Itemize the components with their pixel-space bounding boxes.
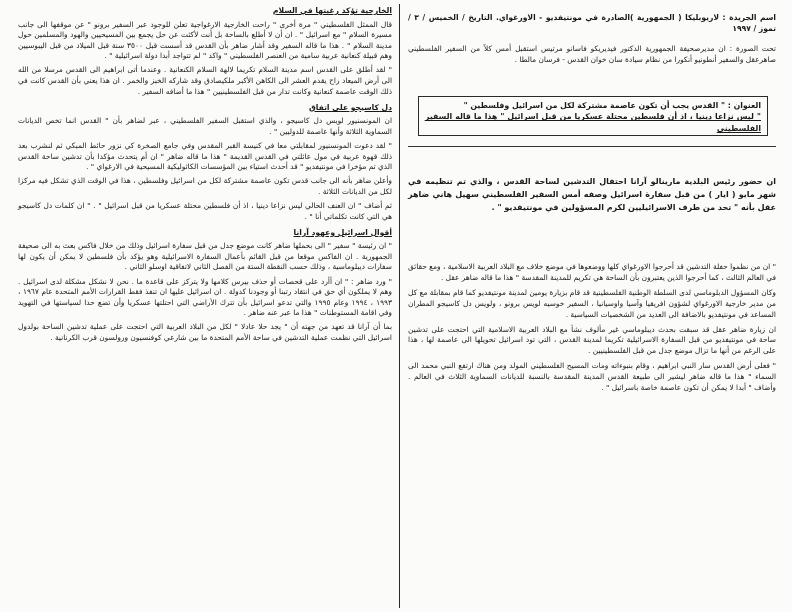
publication-meta: اسم الجريدة : لاريوبليكا ( الجمهورية )الصادرة في مونتيفديو - الاورغواي. التاريخ / الخميس / ٣ / تموز / ١٩٩٧ [408,13,776,33]
body-paragraph: وكان المسؤول الدبلوماسي لدى السلطة الوطنية الفلسطينية قد قام بزيارة يومين لمدينة مونتيفديو كما قام بمقابلة مع كل من مدير خارجية الاورغواي لشؤون افريقيا وآسيا واوسيانيا ، السفير خوسيه لويس برونو ، ولويس دل كاسيجو المطران المساعد في مونتيفديو بالاضافة الى العديد من الشخصيات السياسية . [408,287,776,319]
left-body [18,4,392,347]
lead-paragraph: ان حضور رئيس البلدية مارينالو آرانا احتفال التدشين لساحة القدس ، والذي تم تنظيمه في شهر مايو ( ايار ) من قبل سفارة اسرائيل وصفه أمس السفير الفلسطيني سهيل هاني ضاهر عقل بأنه " تحد من طرف الاسرائيليين لكرم المسؤولين في مونتيفديو " . [408,177,776,212]
body-paragraph: ثم أضاف " ان العنف الحالي ليس نزاعا دينيا ، اذ أن فلسطين محتلة عسكريا من قبل اسرائيل " . " ان كلمات دل كاسيجو هي التي كانت تكلماتي أنا " . [18,201,392,221]
right-column [408,0,776,612]
body-paragraph: بما أن آرانا قد تعهد من جهته أن " يجد حلا عادلا " لكل من البلاد العربية التي احتجت على عملية تدشين الساحة بولدول اسرائيل التي نظمت عملية التدشين في ساحة الأمم المتحدة ما بين شارعي كوفنسيون ورولسون قرب الكرنانية . [18,322,392,343]
body-paragraph: " ان من نظموا حفلة التدشين قد أحرجوا الاورغواي كلها ووضعوها في موضع خلاف مع البلاد العربية الاسلامية ، ومع حقائق في العالم الثالث ، كما أحرجوا الذين يعتبرون بأن الساحة هي تكريم للمدينة المقدسة " هذا ما قاله ضاهر عقل . [408,262,776,282]
photo-credit: تحت الصورة : ان مديرصحيفة الجمهورية الدكتور فيديريكو فاسانو مرتيس استقبل أمس كلاً من السفير الفلسطيني صاهرعقل والسفير أنطونيو أنكورا من نظام سيادة سان خوان القدس - فرسان مالطا . [408,44,776,64]
headline-line-1: العنوان : " القدس يجب أن تكون عاصمة مشتركة لكل من اسرائيل وفلسطين " [463,101,761,110]
section-rule [408,146,776,147]
right-body [408,262,776,398]
body-paragraph: " فعلى أرض القدس سار النبي ابراهيم ، وقام بنبوءاته ومات المسيح الفلسطيني المولد ومن هناك ارتفع النبي محمد الى السماء " هذا ما قاله ضاهر ليشير الى طبيعة القدس المدينة المقدسة بالنسبة للديانات السماوية الثلاث في العالم . وأضاف " أبدا لا يمكن أن تكون عاصمة خاصة باسرائيل " . [408,361,776,393]
column-divider [399,4,400,608]
headline-box [418,96,768,136]
body-paragraph: " لقد أطلق على القدس اسم مدينة السلام تكريما لالهة السلام الكنعانية . وعندما أتى ابراهيم الى القدس مرسلا من الله الى أرض الميعاد راح يقدم العشر الى الكاهن الأكبر ملكيصادق وقد شاركه الخبز والخمر . ان هذا يعني بأن القدس كانت في ذلك الوقت عاصمة كنعانية وكانت تدار من قبل الفلسطينيين " هذا ما أضافه السفير . [18,65,392,96]
body-paragraph: ان المونسنيور لويس دل كاسيجو ، والذي استقبل السفير الفلسطيني ، عبر لضاهر بأن " القدس انما تخص الديانات السماوية الثلاثة وأنها عاصمة للدوليين " . [18,116,392,136]
body-paragraph: ان زيارة ضاهر عقل قد سبقت بحدث ديبلوماسي غير مألوف نشأ مع البلاد العربية الاسلامية التي احتجت على تدشين ساحة في مونتيفديو من قبل السفارة الاسرائيلية تكريما لمدينة القدس ، التي تود اسرائيل تحويلها الى عاصمة لها ، هذا على الرغم من أنها ما تزال موضع جدل من قبل الفلسطينيين . [408,324,776,356]
body-paragraph: " ورد ضاهر : " ان أأرد على قحصات أو حذف بيرس كلامها ولا يتركز على قاعدة ما . نحن لا نشكل مشكلة لدى اسرائيل . وهم لا يملكون أي حق في انتقاد رتبنا أو وجودنا كدولة . ان اسرائيل عليها ان تنفذ فقط القرارات الأمم المتحدة عام ١٩٦٧ ، ١٩٩٣ ، ١٩٩٤ وعام ١٩٩٥ والتي تدعو اسرائيل بأن تترك الأراضي التي احتلتها عسكريا وأن تضع حدا لسياستها في التهويد وفي اقامة المستوطنات " هذا ما عبر عنه ضاهر . [18,276,392,318]
body-paragraph: " لقد دعوت المونسنيور لمقابلتي معا في كنيسة القبر المقدس وفي جامع الصخرة كي نزور حائط المبكي ثم لنشرب بعد ذلك قهوة عربية في مول عائلتي في القدس القديمة " هذا ما قاله ضاهر " ان أم يتحدث مؤكدا بأن تدشين ساحة القدس الذي تم مؤخرا في مونتيفديو " قد أحدث استياء بين المؤسسات الكاثوليكية المسيحية في الارغواي " . [18,141,392,172]
subheading-del-castillo: دل كاسيجو على اتفاق [308,102,392,112]
body-paragraph: وأعلن ضاهر بأنه الى جانب قدس تكون عاصمة مشتركة لكل من اسرائيل وفلسطين ، هذا في الوقت الذي تشكل فيه مركزا لكل من الديانات الثلاثة . [18,176,392,196]
subheading-israel-arana: أقوال اسرائيل وعهود آرانا [293,227,392,237]
left-column [18,0,392,612]
body-paragraph: قال الممثل الفلسطيني " مرة أخرى " راحت الخارجية الارغواجية تعلن للوجود عبر السفير برونو " عن موقفها الى جانب مسيرة السلام " مع اسرائيل " . ان أن لا أطلع بالساحة بل أنت لأكثت عن حل يجمع بين المسيحيين والهود والمسلمين حول مدينة السلام " . هذا ما قاله السفير وقد أشار ضاهر بأن القدس قد أسست قبل ٣٥٠٠ سنة قبل الميلاد من قبل اليبوسيين وهم قبيلة كنعانية عربية سامية من العنصر الفلسطيني " واكد " لم تتواجد أبدا دولة اسرائيلية " . [18,19,392,61]
headline-line-2: " ليس نزاعا دينيا ، اذ أن فلسطين محتلة عسكريا من قبل اسرائيل " هذا ما قاله السفير الفلسطيني [425,112,761,133]
subheading-foreign-ministry: الخارجية تؤكد رغبتها في السلام [272,6,392,15]
body-paragraph: " ان رئيسة " سفير " الى بحملها ضاهر كانت موضع جدل من قبل سفارة اسرائيل وذلك من خلال فاكس بعث به الى صحيفة الجمهورية . ان الفاكس موقعا من قبل القائم بأعمال السفارة الاسرائيلية وهو يؤكد بأن فلسطين لا يمكن أن يكون لها سفارات ديبلوماسية ، وذلك حسب النقطة الستة من الفصل الثاني لاتفاقية اوسلو الثاني . [18,241,392,272]
